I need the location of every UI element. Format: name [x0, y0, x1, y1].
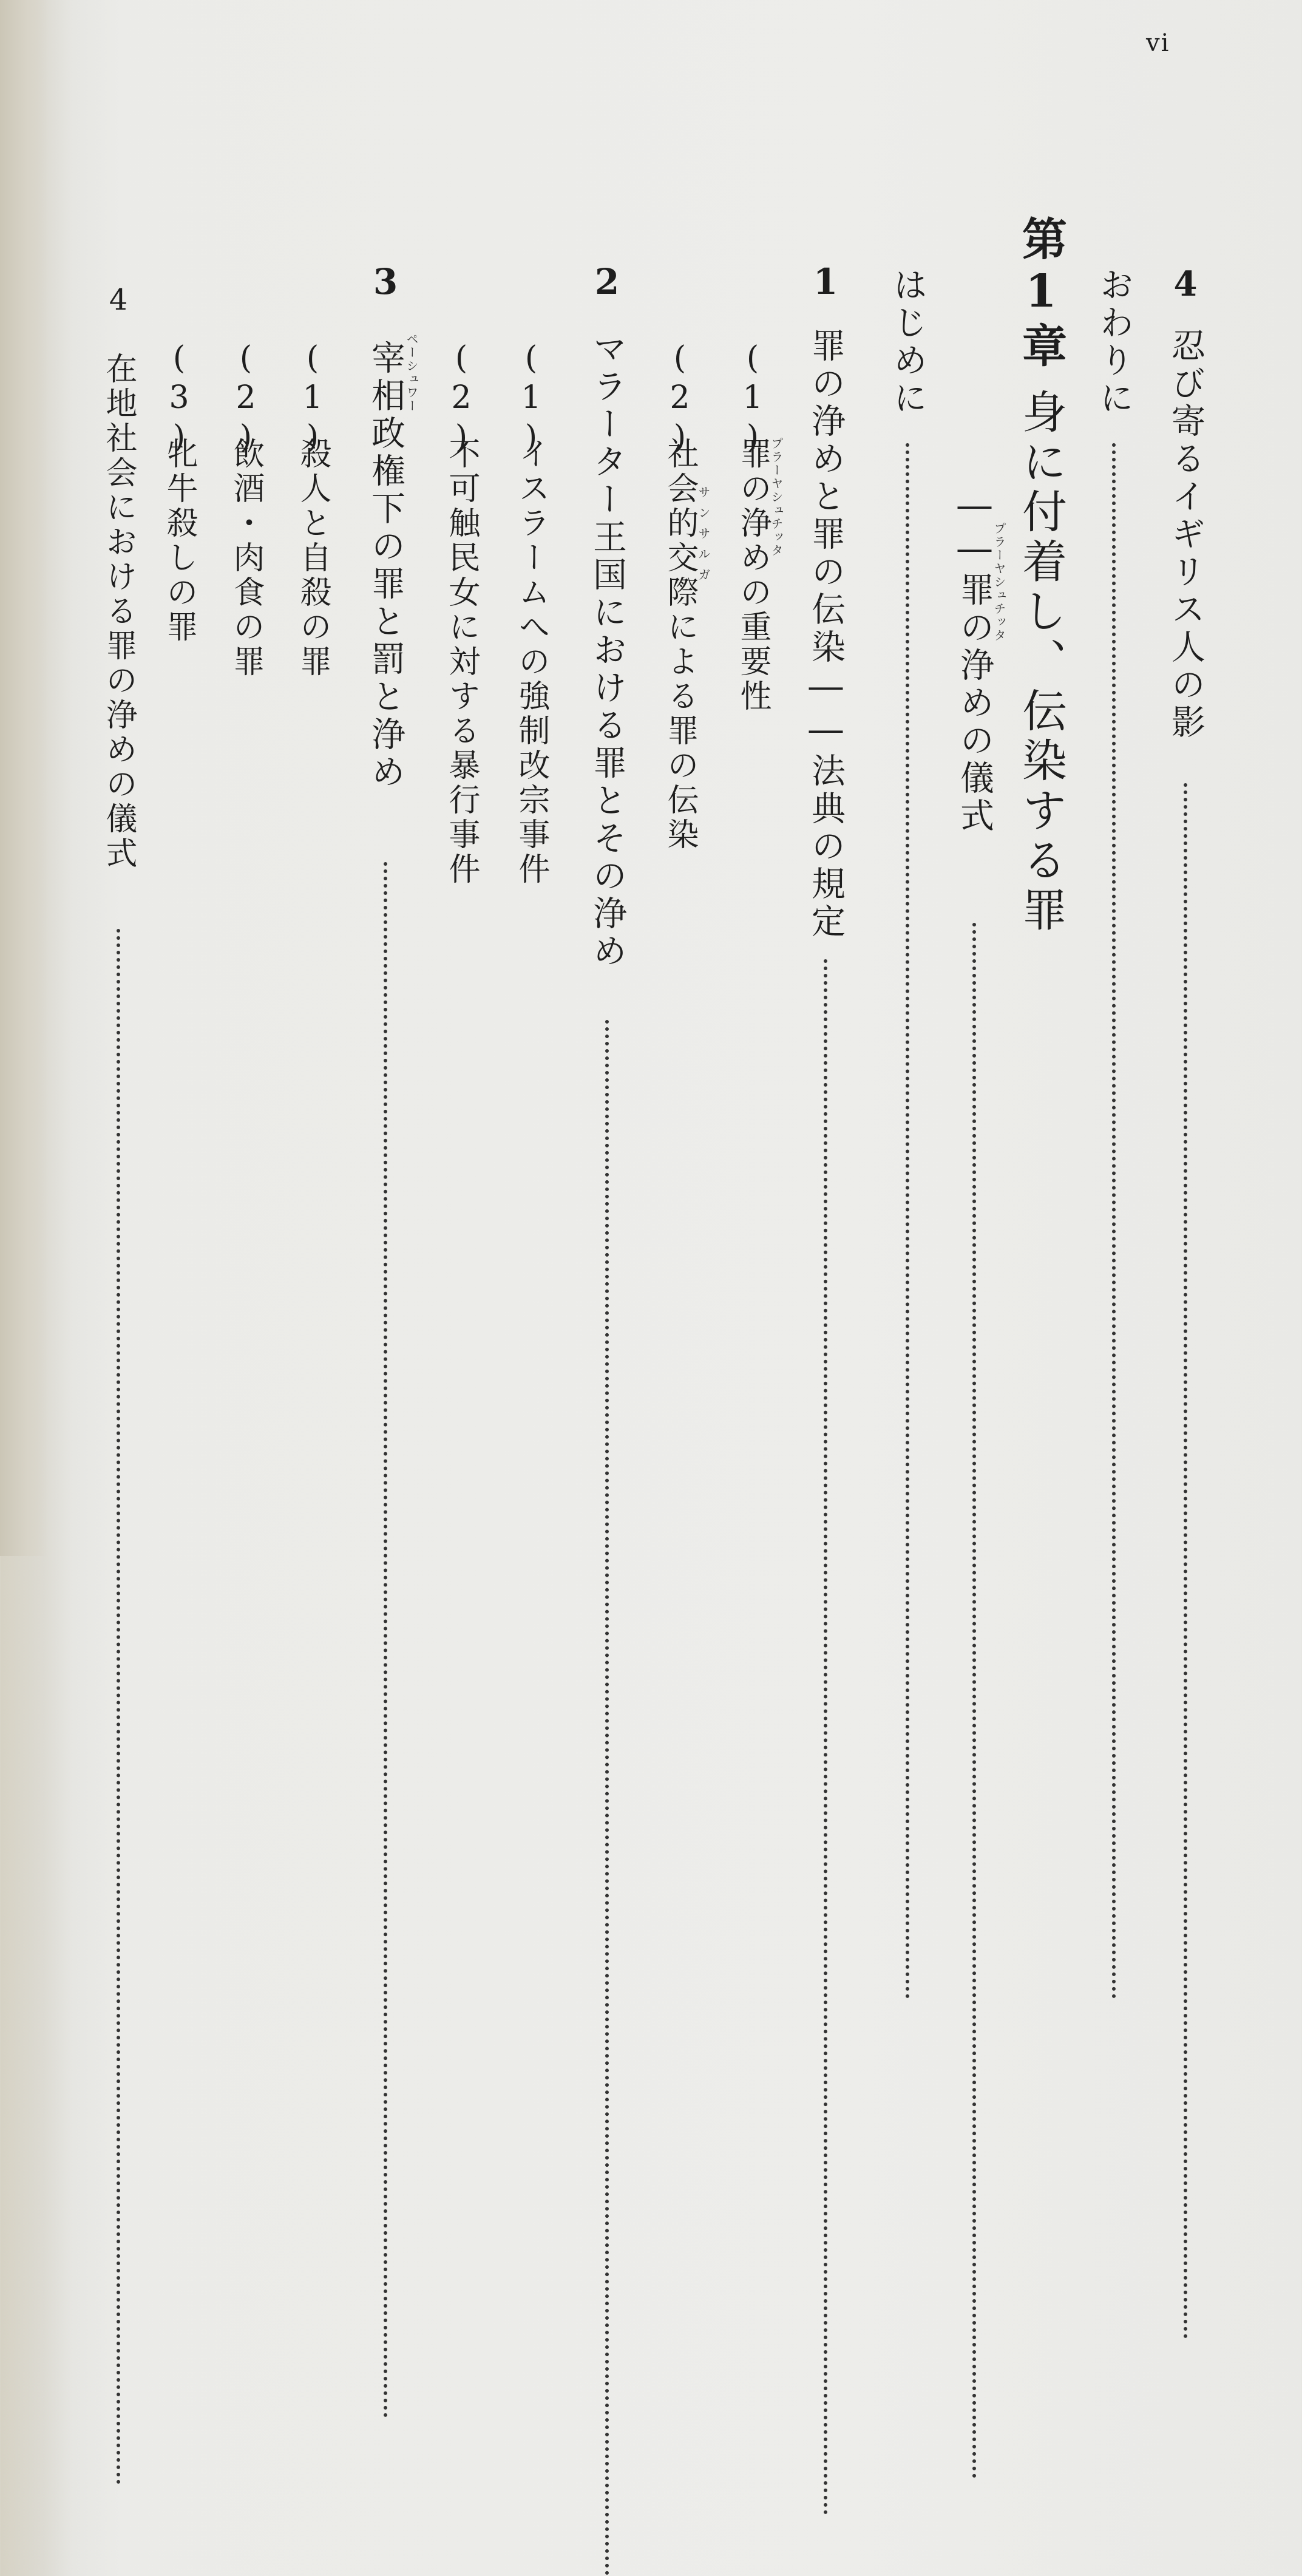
toc-entry-title: はじめに — [888, 267, 927, 418]
leader-dots — [972, 923, 976, 2479]
toc-entry-13 — [285, 0, 340, 1556]
toc-entry-title: 不可触民女に対する暴行事件 — [443, 437, 480, 887]
binding-edge — [0, 0, 47, 1556]
chapter-subtitle — [947, 0, 1006, 1556]
toc-entry-number: 1 — [813, 261, 838, 302]
page-number: vi — [1146, 29, 1170, 57]
toc-entry-title: 飲酒・肉食の罪 — [228, 437, 264, 679]
toc-entry-9 — [580, 0, 634, 1556]
toc-entry-title: マラーター王国における罪とその浄め — [588, 331, 627, 971]
toc-entry-10 — [504, 0, 558, 1556]
leader-dots — [605, 1020, 609, 2576]
leader-dots — [1112, 443, 1116, 1999]
leader-dots — [824, 959, 827, 2515]
ruby-annotation: プラーヤシュチッタ — [992, 522, 1006, 642]
ruby-annotation: プラーヤシュチッタ — [769, 437, 784, 557]
leader-dots — [117, 929, 120, 2485]
toc-entry-title: イスラームへの強制改宗事件 — [513, 437, 549, 887]
toc-entry-number: 3 — [373, 261, 398, 302]
toc-entry-title: 忍び寄るイギリス人の影 — [1166, 328, 1205, 742]
toc-entry-number: (3) — [161, 340, 197, 458]
toc-entry-title: 在地社会における罪の浄めの儀式 — [100, 352, 137, 871]
toc-entry-title: 殺人と自殺の罪 — [294, 437, 331, 679]
toc-entry-8 — [653, 0, 711, 1556]
toc-entry-number: 2 — [594, 261, 620, 302]
toc-entry-16 — [91, 0, 146, 1556]
toc-entry-title: 罪の浄めの重要性 — [734, 437, 771, 714]
toc-entry-number: (2) — [228, 340, 264, 458]
toc-entry-number: (1) — [734, 340, 771, 458]
ruby-annotation: ペーシュワー — [404, 333, 419, 413]
chapter-heading — [1008, 0, 1074, 1556]
toc-entry-6 — [798, 0, 853, 1556]
chapter-title: 身に付着し、伝染する罪 — [1015, 389, 1067, 936]
toc-entry-5 — [880, 0, 935, 1556]
toc-entry-number: 4 — [1173, 264, 1198, 304]
ruby-annotation: サンサルガ — [696, 486, 711, 589]
toc-entry-12 — [358, 0, 419, 1556]
toc-entry-number: (1) — [513, 340, 549, 458]
toc-entry-number: (1) — [294, 340, 331, 458]
toc-entry-title: 社会的交際による罪の伝染 — [662, 437, 698, 852]
toc-entry-11 — [434, 0, 489, 1556]
toc-entry-15 — [152, 0, 206, 1556]
toc-entry-7 — [725, 0, 784, 1556]
chapter-subtitle-text: ――罪の浄めの儀式 — [955, 486, 994, 835]
toc-entry-number: (2) — [443, 340, 480, 458]
toc-entry-title: 牝牛殺しの罪 — [161, 437, 197, 645]
toc-entry-title: おわりに — [1094, 267, 1134, 418]
toc-entry-1 — [1158, 0, 1213, 1556]
chapter-number: 第1章 — [1015, 216, 1067, 372]
toc-entry-number: 4 — [109, 283, 128, 317]
toc-entry-14 — [219, 0, 273, 1556]
leader-dots — [384, 862, 387, 2418]
toc-entry-title: 罪の浄めと罪の伝染――法典の規定 — [806, 328, 846, 941]
toc-entry-2 — [1087, 0, 1141, 1556]
toc-entry-number: (2) — [662, 340, 698, 458]
leader-dots — [1184, 783, 1187, 2339]
toc-entry-title: 宰相政権下の罪と罰と浄め — [366, 340, 405, 792]
leader-dots — [906, 443, 909, 1999]
